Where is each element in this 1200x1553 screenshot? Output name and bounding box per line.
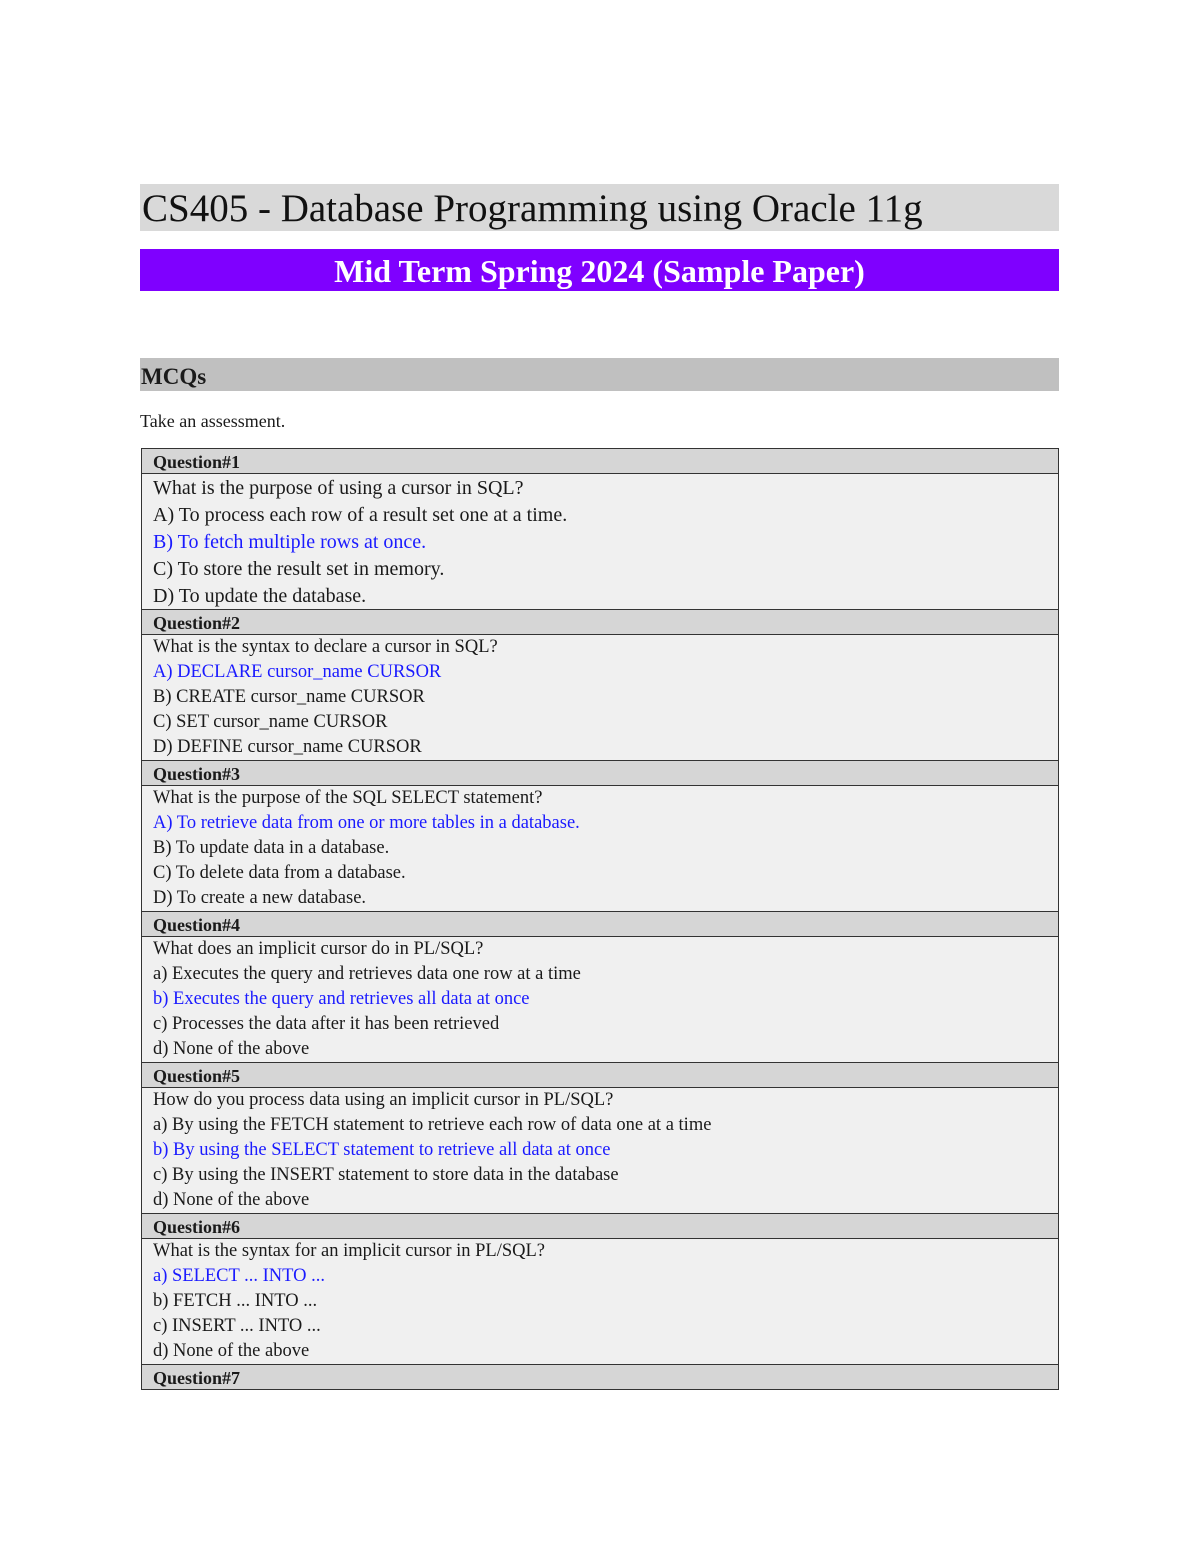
answer-option: d) None of the above (153, 1039, 310, 1059)
answer-option: D) To update the database. (153, 585, 367, 607)
question-heading: Question#1 (142, 449, 1058, 474)
question-heading: Question#2 (142, 609, 1058, 635)
answer-option: C) SET cursor_name CURSOR (153, 712, 388, 732)
answer-option: c) INSERT ... INTO ... (153, 1316, 321, 1336)
answer-option: b) FETCH ... INTO ... (153, 1291, 318, 1311)
question-heading: Question#6 (142, 1213, 1058, 1239)
question-heading: Question#4 (142, 911, 1058, 937)
answer-option: d) None of the above (153, 1190, 310, 1210)
question-text: What is the purpose of using a cursor in SQL? (153, 477, 524, 499)
answer-option-highlighted: b) By using the SELECT statement to retrieve all data at once (153, 1140, 611, 1160)
question-body (142, 635, 1058, 760)
course-title: CS405 - Database Programming using Oracle 11g (140, 184, 1059, 231)
answer-option: a) Executes the query and retrieves data one row at a time (153, 964, 581, 984)
intro-text: Take an assessment. (140, 411, 286, 431)
answer-option: a) By using the FETCH statement to retrieve each row of data one at a time (153, 1115, 712, 1135)
question-body (142, 1239, 1058, 1364)
exam-banner: Mid Term Spring 2024 (Sample Paper) (140, 249, 1059, 291)
answer-option: C) To delete data from a database. (153, 863, 406, 883)
answer-option-highlighted: B) To fetch multiple rows at once. (153, 531, 427, 553)
answer-option: D) DEFINE cursor_name CURSOR (153, 737, 422, 757)
question-text: How do you process data using an implicit cursor in PL/SQL? (153, 1090, 614, 1110)
answer-option: c) By using the INSERT statement to store data in the database (153, 1165, 619, 1185)
answer-option: C) To store the result set in memory. (153, 558, 445, 580)
section-header: MCQs (140, 358, 1059, 391)
question-body (142, 474, 1058, 609)
answer-option-highlighted: A) To retrieve data from one or more tables in a database. (153, 813, 580, 833)
question-text: What is the syntax for an implicit cursor in PL/SQL? (153, 1241, 546, 1261)
answer-option: B) CREATE cursor_name CURSOR (153, 687, 425, 707)
answer-option-highlighted: a) SELECT ... INTO ... (153, 1266, 325, 1286)
question-text: What does an implicit cursor do in PL/SQL? (153, 939, 484, 959)
answer-option-highlighted: b) Executes the query and retrieves all data at once (153, 989, 530, 1009)
question-heading: Question#5 (142, 1062, 1058, 1088)
answer-option: c) Processes the data after it has been retrieved (153, 1014, 500, 1034)
questions-table (141, 448, 1059, 1390)
document-page (140, 184, 1059, 1390)
question-text: What is the purpose of the SQL SELECT statement? (153, 788, 543, 808)
answer-option: A) To process each row of a result set one at a time. (153, 504, 568, 526)
question-heading: Question#7 (142, 1364, 1058, 1389)
answer-option-highlighted: A) DECLARE cursor_name CURSOR (153, 662, 442, 682)
question-text: What is the syntax to declare a cursor in SQL? (153, 637, 498, 657)
question-body (142, 937, 1058, 1062)
answer-option: B) To update data in a database. (153, 838, 390, 858)
question-heading: Question#3 (142, 760, 1058, 786)
answer-option: D) To create a new database. (153, 888, 367, 908)
question-body (142, 786, 1058, 911)
question-body (142, 1088, 1058, 1213)
answer-option: d) None of the above (153, 1341, 310, 1361)
